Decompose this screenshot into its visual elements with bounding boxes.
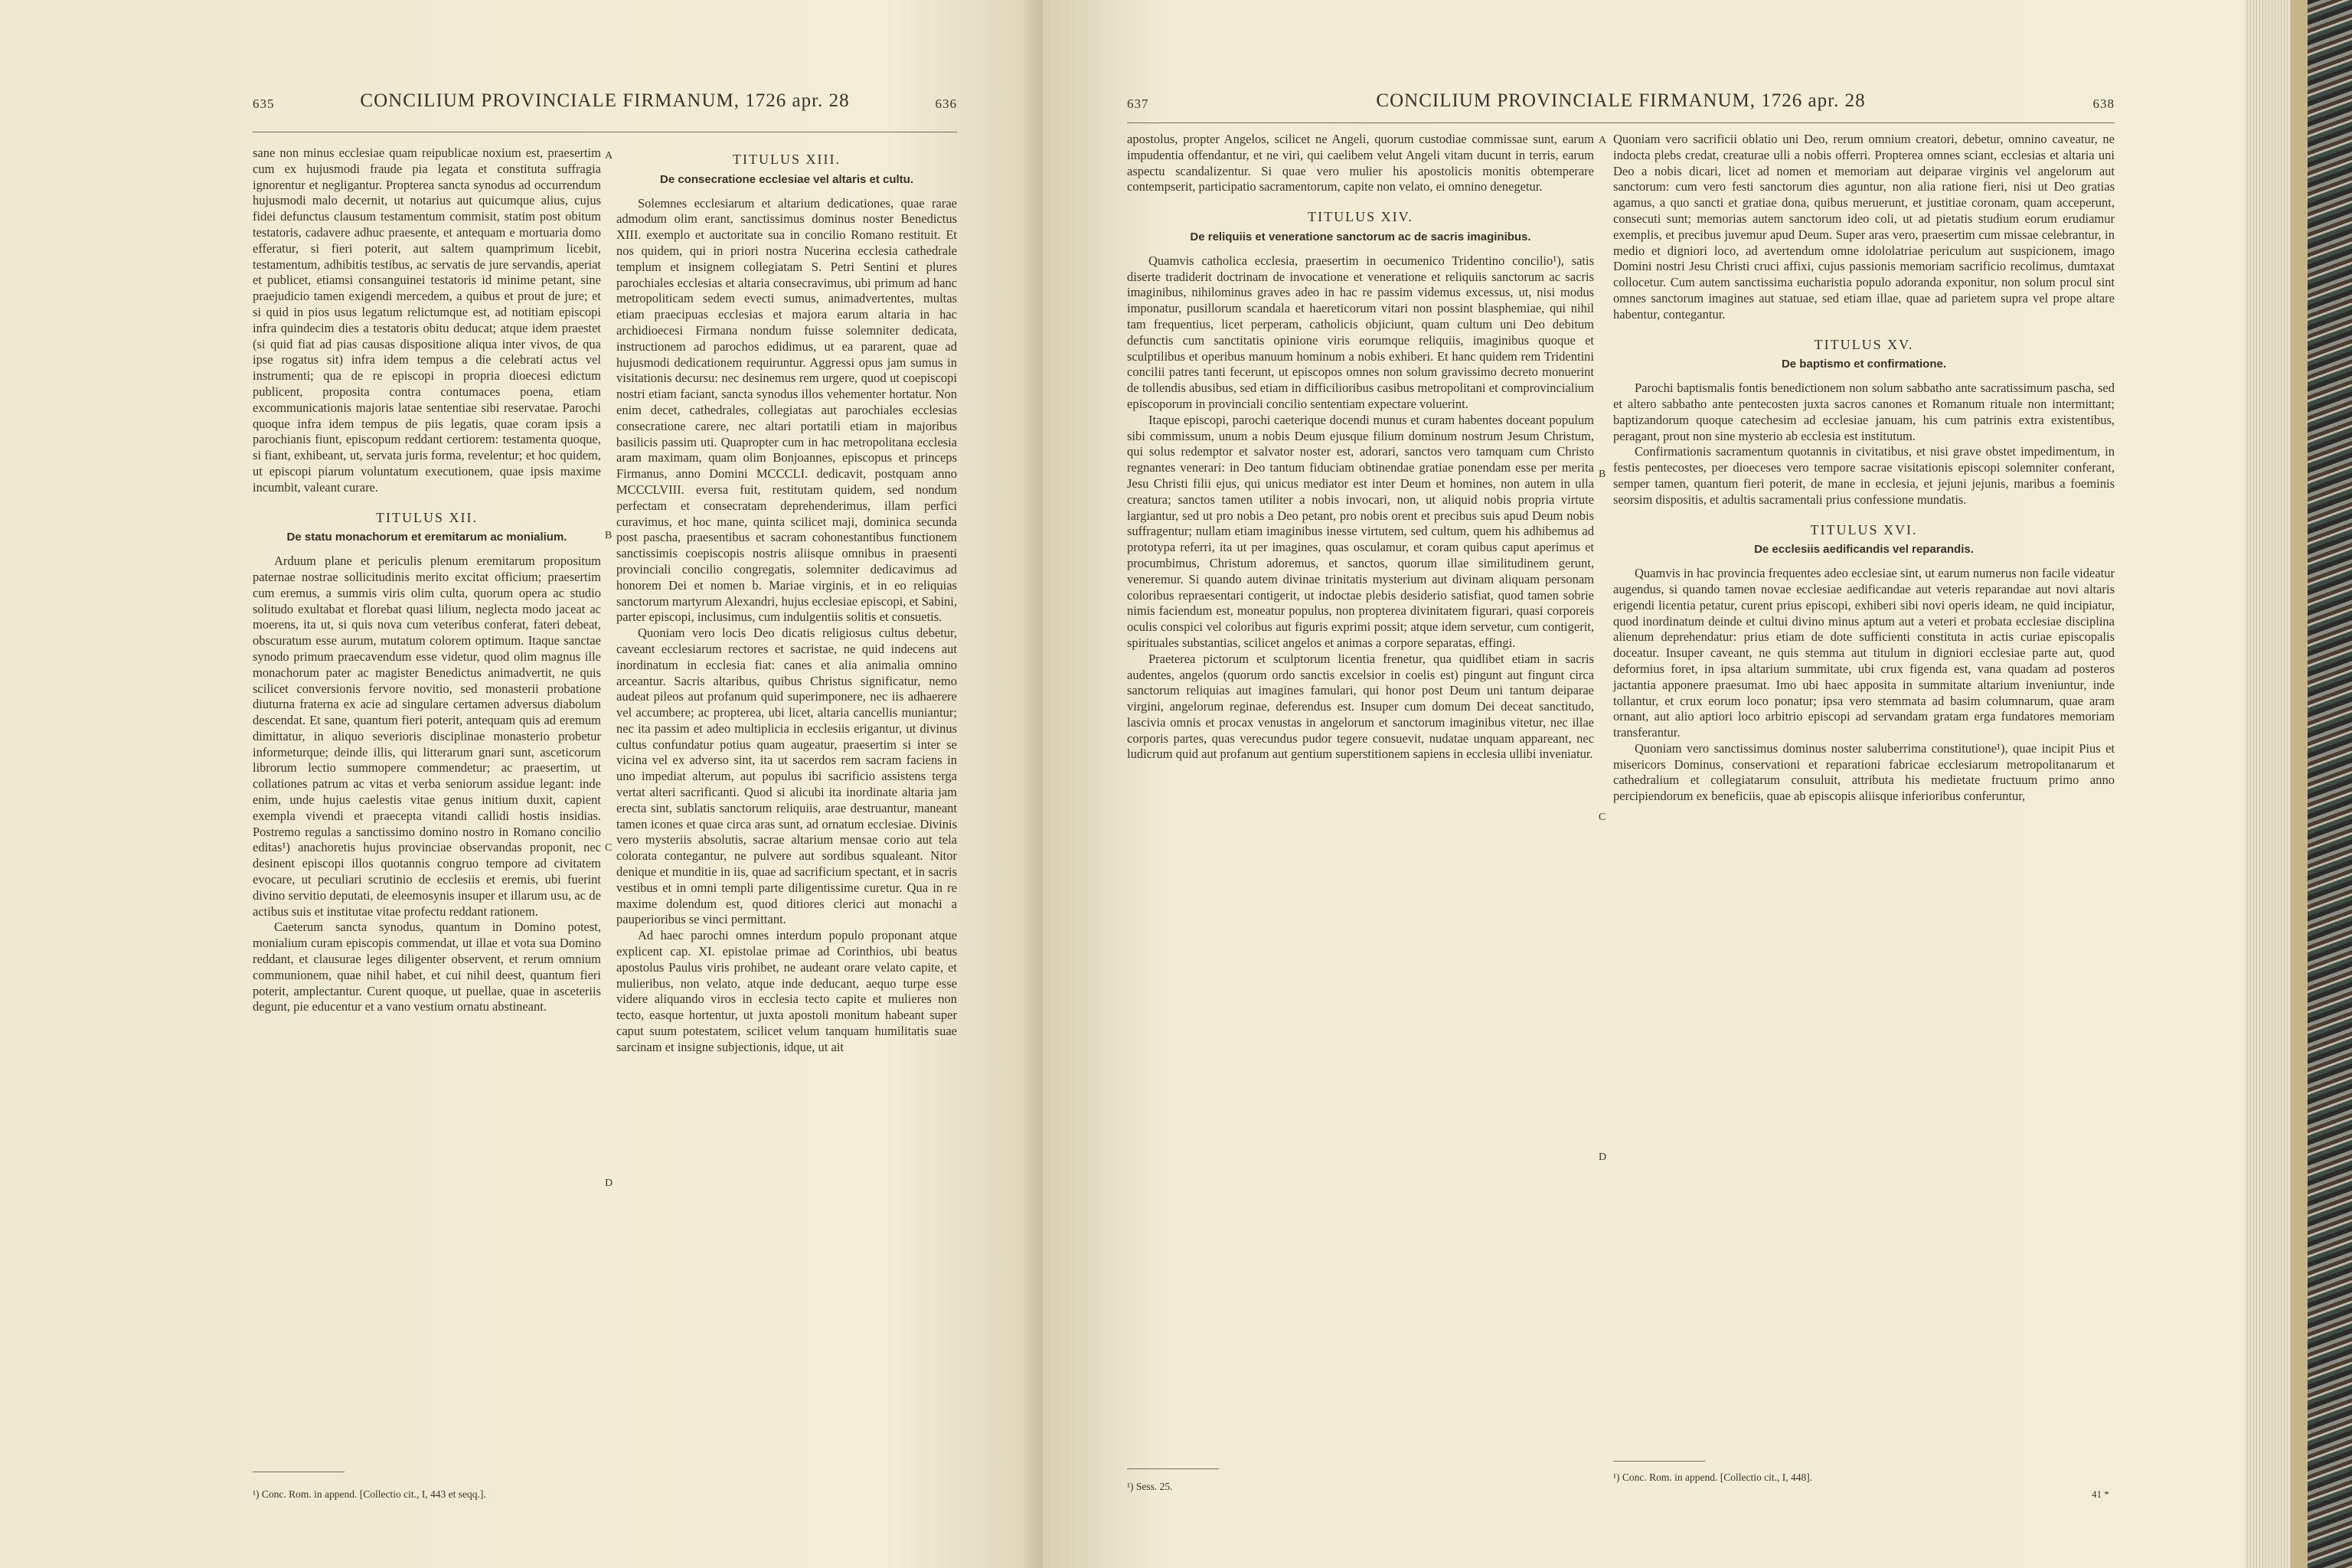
paragraph: Quamvis in hac provincia frequentes adeo ecclesiae sint, ut earum numerus non facile videatur augendus, si quando tamen novae ecclesiae aedificandae aut veteris reparandae aut novi altaris erigendi licentia petatur, curent prius episcopi, exhiberi sibi novi operis ideam, ne quid incipiatur, quod inordinatum deinde et cultui divino minus aptum aut a veteri et probata ecclesiae disciplina alienum deprehendatur: prius etiam de dote sufficienti constituta in actis curiae episcopalis doceatur. Insuper caveant, ne quis stemma aut titulum in digniori ecclesiae parte aut, quod deformius foret, in ipsa altarium summitate, ubi crux figenda est, vana quadam ad posteros jactantia apponere praesumat. Imo ubi haec apposita in summitate altarium inveniuntur, inde tollantur, et crux eorum loco ponatur; ipsa vero stemmata ad basim columnarum, quae aram ornant, aut alio aptiori loco arbitrio episcopi ad servandam gratam erga fundatores memoriam transferantur.	[1613, 566, 2115, 740]
section-subtitle: De reliquiis et veneratione sanctorum ac de sacris imaginibus.	[1190, 230, 1531, 243]
header-rule	[1127, 122, 2115, 123]
margin-letter-d: D	[605, 1178, 613, 1189]
left-page-column-1	[253, 145, 601, 1015]
left-page-header	[253, 90, 957, 116]
section-subtitle: De baptismo et confirmatione.	[1781, 358, 1947, 371]
right-page-column-1	[1127, 132, 1594, 763]
paragraph: Solemnes ecclesiarum et altarium dedicationes, quae rarae admodum olim erant, sanctissimus dominus noster Benedictus XIII. exemplo et auctoritate sua in concilio Romano restituit. Et nos quidem, qui in priori nostra Nucerina ecclesia cathedrale templum et insignem collegiatam S. Petri Sentini et plures parochiales ecclesias et altaria consecravimus, ubi primum ad hanc metropoliticam sedem evecti sumus, animadvertentes, multas etiam praecipuas ecclesias et majora earum altaria in hac archidioecesi Firmana nondum fuisse solemniter dedicata, instructionem ad parochos edidimus, ut ea pararent, quae ad hujusmodi dedicationem requiruntur. Aggressi opus jam sumus in visitationis decursu: nec desinemus rem urgere, quod ut coepiscopi nostri etiam faciant, sancta synodus illos vehementer hortatur. Non enim decet, cathedrales, collegiatas aut parochiales ecclesias consecratione carere, nec altari portatili etiam in majoribus basilicis passim uti. Quapropter cum in hac metropolitana ecclesia aram maximam, quam olim Bonjoannes, episcopus et princeps Firmanus, anno Domini MCCCLI. dedicavit, postquam anno MCCCLVIII. eversa fuit, restitutam quidem, sed nondum perfectam et consecratam deprehenderimus, illam perfici curavimus, et hoc mane, quinta scilicet maji, dominica secunda post pascha, praesentibus et sacram cohonestantibus functionem sanctissimis coepiscopis nostris aliisque omnibus in praesenti provinciali concilio congregatis, solemniter dedicavimus ad honorem Dei et nomen b. Mariae virginis, et in eo reliquias sanctorum martyrum Alexandri, hujus ecclesiae episcopi, et Sabini, parter episcopi, inclusimus, cum indulgentiis solitis et consuetis.	[616, 195, 957, 625]
section-title: TITULUS XII.	[376, 509, 478, 525]
margin-letter-a: A	[605, 150, 613, 162]
page-number-636: 636	[935, 96, 957, 111]
paragraph: Caeterum sancta synodus, quantum in Domino potest, monialium curam episcopis commendat, ut illae et vota sua Domino reddant, et clausurae leges diligenter observent, et rerum omnium communionem, quae nihil habet, et cui nihil deest, quantum fieri poterit, amplectantur. Curent quoque, ut puellae, quae in asceteriis degunt, pie educentur et a vano vestium ornatu abstineant.	[253, 920, 601, 1014]
page-edges	[2245, 0, 2291, 1568]
margin-letter-d: D	[1599, 1152, 1607, 1163]
right-page	[1043, 0, 2245, 1568]
paragraph: sane non minus ecclesiae quam reipublicae noxium est, praesertim cum ex hujusmodi fraude pia legata et constituta suffragia ignorentur et negligantur. Propterea sancta synodus ad occurrendum hujusmodi malo decernit, ut notarius aut quicumque alius, cujus fidei defunctus clausum testamentum commisit, statim post obitum testatoris, cadavere adhuc praesente, et antequam e mortuaria domo efferatur, si fieri poterit, aut saltem quamprimum licebit, testamentum, adhibitis testibus, ac servatis de jure servandis, aperiat et publicet, etiamsi consanguinei testatoris id minime petant, sine praejudicio tamen exigendi mercedem, a quibus et prout de jure; et si quid in pios usus legatum relictumque est, ad notitiam episcopi infra quindecim dies a testatoris obitu deducat; atque idem praestet (si quid fiat ad pias causas dispositione aliqua inter vivos, de qua ipse rogatus sit) infra idem tempus a die celebrati actus vel instrumenti; qua de re episcopi in propria dioecesi edictum publicent, proposita contra contumaces poena, etiam excommunicationis majoris latae sententiae sibi reservatae. Parochi quoque infra idem tempus de piis legatis, quae coram ipsis a parochianis fiunt, episcopum reddant certiorem: testamenta quoque, si fiant, exhibeant, ut, servata juris forma, revelentur; et hoc quidem, ut episcopi piarum voluntatum executionem, quae ipsis maxime incumbit, valeant curare.	[253, 145, 601, 495]
page-number-637: 637	[1127, 96, 1149, 111]
paragraph: Confirmationis sacramentum quotannis in civitatibus, et nisi grave obstet impedimentum, in festis pentecostes, per dioeceses vero tempore sacrae visitationis episcopi solemniter conferant, semper tamen, quantum fieri poterit, de mane in ecclesia, et jejuni jejunis, maribus a foeminis seorsim dispositis, et adultis sacramentali prius confessione mundatis.	[1613, 444, 2115, 507]
section-title: TITULUS XIII.	[733, 152, 841, 167]
margin-letter-c: C	[1599, 812, 1606, 823]
footnote: ¹) Conc. Rom. in append. [Collectio cit., I, 443 et seqq.].	[253, 1488, 486, 1500]
margin-letter-a: A	[1599, 135, 1607, 146]
paragraph: Arduum plane et periculis plenum eremitarum propositum paternae nostrae sollicitudinis merito excitat officium; praesertim cum eremus, a summis viris olim culta, quorum opera ac studio solitudo exultabat et florebat quasi lilium, neglecta modo jaceat ac moerens, ita ut, si quis nova cum veteribus conferat, fateri debeat, obscuratum esse aurum, mutatum colorem optimum. Itaque sanctae synodo primum praecavendum esse videtur, quod olim magnus ille monachorum pater ac magister Benedictus animadvertit, ne quis scilicet conversionis fervore novitio, sed monasterii probatione diuturna fraterna ex acie ad singulare certamen adversus diabolum descendat. Et sane, quantum fieri poterit, antequam quis ad eremum dimittatur, in aliquo severioris disciplinae monasterio probetur informeturque; deinde illis, qui litterarum gnari sunt, asceticorum librorum lectio summopere commendetur; ac praesertim, ut collationes patrum ac vitas et verba seniorum assidue legant: inde enim, unde hujus caelestis vitae genus initium duxit, capient exempla vivendi et praecepta vitandi callidi hostis insidias. Postremo regulas a sanctissimo domino nostro in Romano concilio editas¹) anachoretis hujus provinciae observandas proponit, nec desinent episcopi illos quotannis congruo tempore ad civitatem evocare, ut peculiari scrutinio de ecclesiis et eremis, ubi fuerint divino servitio deputati, de eleemosynis insuper et illarum usu, ac de actibus suis et institutae vitae profectu reddant rationem.	[253, 554, 601, 919]
binding-strip	[2291, 0, 2308, 1568]
margin-letter-c: C	[605, 842, 612, 854]
section-subtitle: De ecclesiis aedificandis vel reparandis.	[1754, 543, 1974, 557]
footnote: ¹) Conc. Rom. in append. [Collectio cit., I, 448].	[1613, 1472, 1813, 1483]
section-title: TITULUS XVI.	[1810, 521, 1918, 537]
marbled-cover-edge	[2308, 0, 2352, 1568]
page-number-638: 638	[2092, 96, 2115, 111]
paragraph: Praeterea pictorum et sculptorum licentia frenetur, qua quidlibet etiam in sacris audentes, angelos (quorum ordo sanctis excelsior in coelis est) pingunt aut fingunt circa sanctorum reliquias aut imagines famulari, qui honor post Deum uni tantum deiparae virgini, angelorum reginae, deferendus est. Insuper cum domum Dei deceat sanctitudo, lascivia omnis et procax venustas in angelorum et sanctorum imaginibus vitetur, nec illae corporis partes, quas verecundus pudor tegere consuevit, nudatae unquam appareant, nec ludicrum quid aut profanum aut gentium superstitionem sapiens in ecclesia ullibi inveniatur.	[1127, 651, 1594, 762]
right-page-header	[1127, 90, 2115, 116]
margin-letter-b: B	[605, 530, 612, 541]
paragraph: Quoniam vero locis Deo dicatis religiosus cultus debetur, caveant ecclesiarum rectores et sacristae, ne quid indecens aut inordinatum in ecclesia fiat: canes et alia animalia omnino arceantur. Sacris altaribus, quibus Christus significatur, nemo audeat pileos aut profanum quid superimponere, nec iis adhaerere vel accumbere; ac propterea, ubi licet, altaria cancellis muniantur; nec ita passim et adeo multiplicia in ecclesiis erigantur, ut divinus cultus confundatur potius quam augeatur, praesertim si inter se vicina vel ex adverso sint, ita ut sacerdos rem sacram faciens in uno impediat alterum, aut populus ibi sacrificio assistens terga vertat alteri sacrificanti. Quod si alicubi ita inordinate altaria jam erecta sint, sublatis sanctorum reliquiis, arae destruantur, maneant tamen icones et quae circa aras sunt, ad ornatum ecclesiae. Divinis vero mysteriis absolutis, sacrae altarium mensae corio aut tela colorata contegantur, ne pulvere aut sordibus squaleant. Nitor denique et munditie in iis, quae ad sacrificium spectant, et in sacris vestibus et in omni templi parte diligentissime curetur. Qua in re maxime dolendum est, quod ditiores clerici aut monachi a pauperioribus se vinci permittant.	[616, 626, 957, 927]
paragraph: Quamvis catholica ecclesia, praesertim in oecumenico Tridentino concilio¹), satis diserte tradiderit doctrinam de invocatione et veneratione et reliquiis sanctorum ac sacris imaginibus, nihilominus graves adeo in hac re passim videmus excessus, ut, nisi modus imponatur, pusillorum scandala et haereticorum vitari non possint blasphemiae, qui nihil tam frequentius, licet perperam, catholicis objiciunt, quam cultum uni Deo debitum defunctis cum sanctitatis opinione viris eorumque reliquiis, imaginibus quoque et sculptilibus et operibus manuum hominum a nobis exhiberi. Et hanc quidem rem Tridentini concilii patres tanti fecerunt, ut episcopos omnes non solum gravissimo decreto monuerint de tollendis abusibus, sed etiam in difficilioribus casibus metropolitani et comprovincialium episcoporum in provinciali concilio sententiam expectare voluerint.	[1127, 253, 1594, 411]
section-subtitle: De consecratione ecclesiae vel altaris et cultu.	[660, 172, 913, 186]
section-title: TITULUS XIV.	[1308, 209, 1413, 225]
paragraph: Quoniam vero sacrificii oblatio uni Deo, rerum omnium creatori, debetur, omnino caveatur, ne indocta plebs credat, creaturae ulli a nobis offerri. Propterea omnes sciant, ecclesias et altaria uni Deo a nobis dicari, licet ad nomen et memoriam aut deiparae virginis vel angelorum aut sanctorum: cum vero festi sanctorum dies aguntur, non alia ratione fieri, nisi ut Deo gratias agamus, a quo sancti et gratiae dona, quibus meruerunt, et justitiae coronam, quam acceperunt, consecuti sunt; memorias autem sanctorum ideo coli, ut ad pietatis studium eorum erudiamur exemplis, et precibus juvemur apud Deum. Super aras vero, praesertim cum missae celebrantur, in medio et digniori loco, ad avertendum omne idololatriae periculum aut suspicionem, imago Domini nostri Jesu Christi cruci affixi, cujus passionis memoriam sacrificio recolimus, dumtaxat collocetur. Cum autem sanctissima eucharistia populo adoranda exponitur, non solum procul sint omnes sanctorum imagines aut statuae, sed etiam illae, quae ad parietem supra vel prope altare habentur, contegantur.	[1613, 132, 2115, 322]
footnote: ¹) Sess. 25.	[1127, 1481, 1173, 1492]
running-title: CONCILIUM PROVINCIALE FIRMANUM, 1726 apr. 28	[1376, 90, 1866, 111]
page-number-635: 635	[253, 96, 275, 111]
margin-letter-b: B	[1599, 469, 1606, 480]
paragraph: Quoniam vero sanctissimus dominus noster saluberrima constitutione¹), quae incipit Pius et misericors Dominus, conservationi et reparationi fabricae ecclesiarum metropolitanarum et cathedralium et collegiatarum consuluit, attributa his medietate fructuum primo anno percipiendorum ex beneficiis, quae ab episcopis aliisque inferioribus conferuntur,	[1613, 740, 2115, 804]
footnote-rule	[1127, 1468, 1219, 1469]
section-subtitle: De statu monachorum et eremitarum ac monialium.	[286, 531, 567, 544]
paragraph: apostolus, propter Angelos, scilicet ne Angeli, quorum custodiae commissae sunt, earum impudentia offendantur, et ne viri, qui caelibem velut Angeli vitam ducunt in terris, earum aspectu scandalizentur. Si quae vero mulier his apostolicis monitis obtemperare contempserit, participatio sacramentorum, capite non velato, ei omnino denegetur.	[1127, 132, 1594, 194]
paragraph: Ad haec parochi omnes interdum populo proponant atque explicent cap. XI. epistolae primae ad Corinthios, ubi beatus apostolus Paulus viris prohibet, ne audeant orare velato capite, et mulieribus, non velato, atque inde deducant, aequo turpe esse videre aliquando viros in ecclesia tecto capite et mulieres non tecto, easque hortentur, ut juxta apostoli monitum habeant super caput suum potestatem, scilicet velum tanquam humilitatis suae sarcinam et insigne subjectionis, idque, ut ait	[616, 928, 957, 1054]
left-page	[0, 0, 1043, 1568]
paragraph: Itaque episcopi, parochi caeterique docendi munus et curam habentes doceant populum sibi commissum, unum a nobis Deum ejusque filium dominum nostrum Jesum Christum, qui solus redemptor et salvator noster est, adorari, sanctos vero tamquam cum Christo regnantes venerari: in Deo tantum fiduciam obtinendae gratiae ponendam esse per merita Jesu Christi filii ejus, qui unicus mediator est inter Deum et homines, non autem in ulla creatura; sanctos tamen utiliter a nobis invocari, non, ut aliquid nobis propria virtute largiantur, sed ut pro nobis a Deo petant, pro nobis orent et precibus suis apud Deum nobis suffragentur; nullam etiam imaginibus inesse virtutem, sed cultum, quem his adhibemus ad prototypa referri, ita ut per imagines, quas osculamur, et coram quibus caput aperimus et procumbimus, Christum adoremus, et sanctos, quorum illae similitudinem gerunt, veneremur. Si quando autem divinae trinitatis mysterium aut divinam aliquam personam coloribus repraesentari contigerit, ut indoctae plebis desiderio satisfiat, quod tamen sobrie nimis faciendum est, moneatur populus, non propterea divinitatem figurari, quasi corporeis oculis conspici vel coloribus aut figuris exprimi possit; atque idem servetur, cum contigerit, spirituales substantias, scilicet angelos et animas a corpore separatas, effingi.	[1127, 412, 1594, 650]
right-page-column-2	[1613, 132, 2115, 805]
signature-mark: 41 *	[2092, 1488, 2109, 1500]
paragraph: Parochi baptismalis fontis benedictionem non solum sabbatho ante sacratissimum pascha, sed et altero sabbatho ante pentecosten juxta sacros canones et Romanum rituale non intermittant; baptizandorum quoque catechesim ad ecclesiae januam, his cum patrinis extra existentibus, peragant, prout non sine mysterio ab ecclesia est institutum.	[1613, 381, 2115, 443]
footnote-rule	[1613, 1461, 1705, 1462]
left-page-column-2	[616, 152, 957, 1056]
section-title: TITULUS XV.	[1814, 336, 1914, 352]
running-title: CONCILIUM PROVINCIALE FIRMANUM, 1726 apr. 28	[360, 90, 850, 111]
